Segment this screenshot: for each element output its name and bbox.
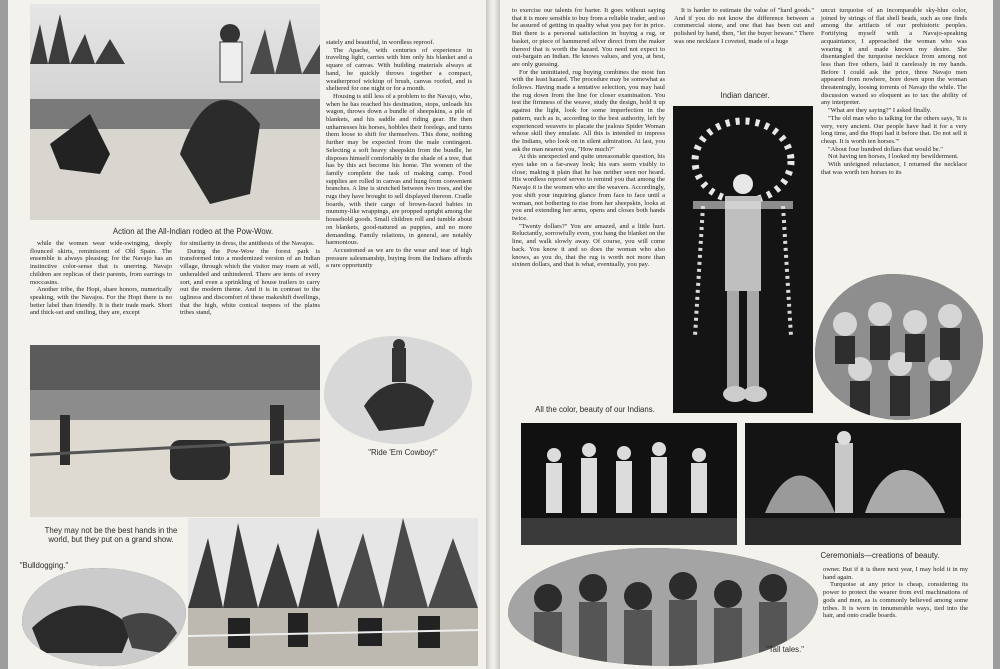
paragraph: During the Pow-Wow the forest park is transformed into a modernized version of an Indian village, through which the visitor may roam at will, unheralded and unhindered. There are tents of every sort, and even a sprinkling of house trailers to carry out the modern theme. And it is in contrast to the ugliness and discomfort of these makeshift dwellings, that the high, white conical teepees of the plains tribes stand, <box>180 247 320 317</box>
all-color-caption: All the color, beauty of our Indians. <box>535 405 655 414</box>
tall-tales-caption: "Tall tales." <box>765 645 805 654</box>
indian-dancer-caption: Indian dancer. <box>720 91 770 100</box>
paragraph: Another tribe, the Hopi, share honors, numerically speaking, with the Navajos. For the Hopi there is no better label than friendly. It is their trade mark. Short and thick-set and smiling, they are, except <box>30 286 172 317</box>
bulldogging-caption: "Bulldogging." <box>19 561 69 570</box>
happy-people-photo <box>815 274 983 420</box>
left-column-2 <box>180 240 320 317</box>
ride-em-cowboy-photo <box>324 336 472 444</box>
right-page <box>500 0 993 669</box>
paragraph: The Apache, with centuries of experience in traveling light, carries with him only his blanket and a square of canvas. With building materials always at hand, he quickly throws together a compact, weatherproof wickiup of brush, canvas roofed, and is sheltered for one night or for a month. <box>326 46 472 93</box>
paragraph: uncut turquoise of an incomparable sky-blue color, joined by strings of flat shell beads, such as one finds among the artifacts of our prehistoric peoples. Fortifying myself with a Navajo-speaking acquaintance, I approached the woman who was wearing it and made known my desire. She disentangled the turquoise necklace from among not less than five others, laid it carelessly in my hands. Before I could ask the price, three Navajo men appeared from nowhere, bore down upon the woman threateningly, loosing torrents of Navajo the while. The discussion waxed so eloquent as to tax the ability of any interpreter. <box>821 7 967 107</box>
rodeo-photo <box>30 4 320 220</box>
left-page <box>8 0 486 669</box>
indian-dancer-photo <box>673 106 813 413</box>
right-column-3 <box>821 7 967 176</box>
paragraph: stately and beautiful, in wordless reproof. <box>326 39 435 46</box>
paragraph: while the women wear wide-swinging, deeply flounced skirts, reminiscent of Old Spain. The ensemble is always pleasing; for the Navajo has an instinctive color-sense that is unerring. Navajo children are replicas of their parents, from earrings to moccasins. <box>30 240 172 286</box>
dancers-photo <box>521 423 737 545</box>
right-column-2 <box>674 7 814 46</box>
paragraph: It is harder to estimate the value of "hard goods." And if you do not know the difference between a commercial stone, and one that has been cut and polished by hand, then, "let the buyer beware." There was one necklace I coveted, made of a huge <box>674 7 814 45</box>
paragraph: "Twenty dollars?" You are amazed, and a little hurt. Reluctantly, sorrowfully even, you hang the blanket on the line, and walk slowly away. Of course, you will come back. You know it and so does the woman who also knows, as you do, that the rug is worth not more than sixteen dollars, and that is what, eventually, you pay. <box>512 222 665 269</box>
paragraph: "What are they saying?" I asked finally. <box>828 107 932 115</box>
paragraph: At this unexpected and quite unreasonable question, his eyes take on a far-away look; his ears seem visibly to close; making it plain that he has neither seen nor heard. His wordless reproof serves to remind you that among the Navajo it is the women who are the weavers. Accordingly, you shift your inquiring glance from face to face until a woman, not bothering to rise from her sheepskin, looks at you and extending her arms, opens and closes both hands twice. <box>512 153 665 222</box>
paragraph: to exercise our talents for barter. It goes without saying that it is more sensible to buy from a reliable trader, and so be assured of getting in quality what you pay for in price. But there is a personal satisfaction in buying a rug, or basket, or piece of hammered silver direct from the maker thereof that is worth the hazard. You need not expect to out-bargain an Indian. He knows values, and you, at best, are only guessing. <box>512 7 665 68</box>
right-column-4 <box>823 566 968 620</box>
best-hands-caption: They may not be the best hands in the world, but they put on a grand show. <box>44 526 178 544</box>
paragraph: With unfeigned reluctance, I returned the necklace that was worth ten horses to its <box>821 161 967 176</box>
crowd-photo <box>30 345 320 517</box>
paragraph: For the uninitiated, rug buying combines the most fun with the least hazard. The procedure may be somewhat as follows. Having made a tentative selection, you may haul the rug down from the line for closer examination. You test the firmness of the weave, study the design, hold it up against the light, look for some imperfection in the pattern, such as is, according to the best authority, left by experienced weavers to placate the jealous Spider Woman whose skill they emulate. All this is intended to impress the Indians, who look on in silent admiration. At last, you ask the man nearest you, "How much?" <box>512 68 665 153</box>
bulldogging-photo <box>22 568 186 666</box>
rodeo-caption: Action at the All-Indian rodeo at the Pow-Wow. <box>112 227 274 236</box>
left-column-1 <box>30 240 172 317</box>
left-column-3 <box>326 39 472 270</box>
ceremonials-caption: Ceremonials—creations of beauty. <box>820 551 940 560</box>
horse-race-photo <box>188 518 478 666</box>
right-column-1 <box>512 7 665 269</box>
paragraph: "About four hundred dollars that would be." <box>828 145 943 153</box>
paragraph: for similarity in dress, the antithesis of the Navajos. <box>180 240 315 247</box>
paragraph: Not having ten horses, I looked my bewilderment. <box>828 153 959 161</box>
page-gutter <box>486 0 500 669</box>
ceremonial-photo <box>745 423 961 545</box>
paragraph: owner. But if it is there next year, I may hold it in my hand again. <box>823 566 968 581</box>
paragraph: Accustomed as we are to the wear and tear of high pressure salesmanship, buying from the Indians affords a rare opportunity <box>326 246 472 270</box>
ride-em-cowboy-caption: "Ride 'Em Cowboy!" <box>368 448 438 457</box>
paragraph: Housing is still less of a problem to the Navajo, who, when he has reached his destination, stops, unloads his wagon, throws down a bundle of sheepskins, a pile of blankets, and his saddle and riding gear. He then unharnesses his horses, hobbles their forelegs, and turns them loose to shift for themselves. This done, nothing further may be expected from the male contingent. Selecting a soft heavy sheepskin from the bundle, he disposes himself comfortably in the shade of a tree, that has by this act become his home. The women of the family complete the task of making camp. Food supplies are rolled in canvas and hung from convenient branches. A line is stretched between two trees, and the rugs they have brought to sell displayed thereon. Cradle boards, with their cargo of brown-faced babies in mummy-like wrappings, are propped upright among the household goods. Small children roll and tumble about on blankets, good-natured as puppies, and no more demanding. Family relations, in general, are notably harmonious. <box>326 92 472 247</box>
paragraph: Turquoise at any price is cheap, considering its power to protect the wearer from evil machinations of gods and men, as is commonly believed among some tribes. It is worn in innumerable ways, tied into the hair, and onto cradle boards. <box>823 581 968 620</box>
paragraph: "The old man who is talking for the others says, 'It is very, very ancient. Our people have had it for a very long time, and the Hopi had it before that. Do not sell it cheap. It is worth ten horses.'" <box>821 114 967 145</box>
